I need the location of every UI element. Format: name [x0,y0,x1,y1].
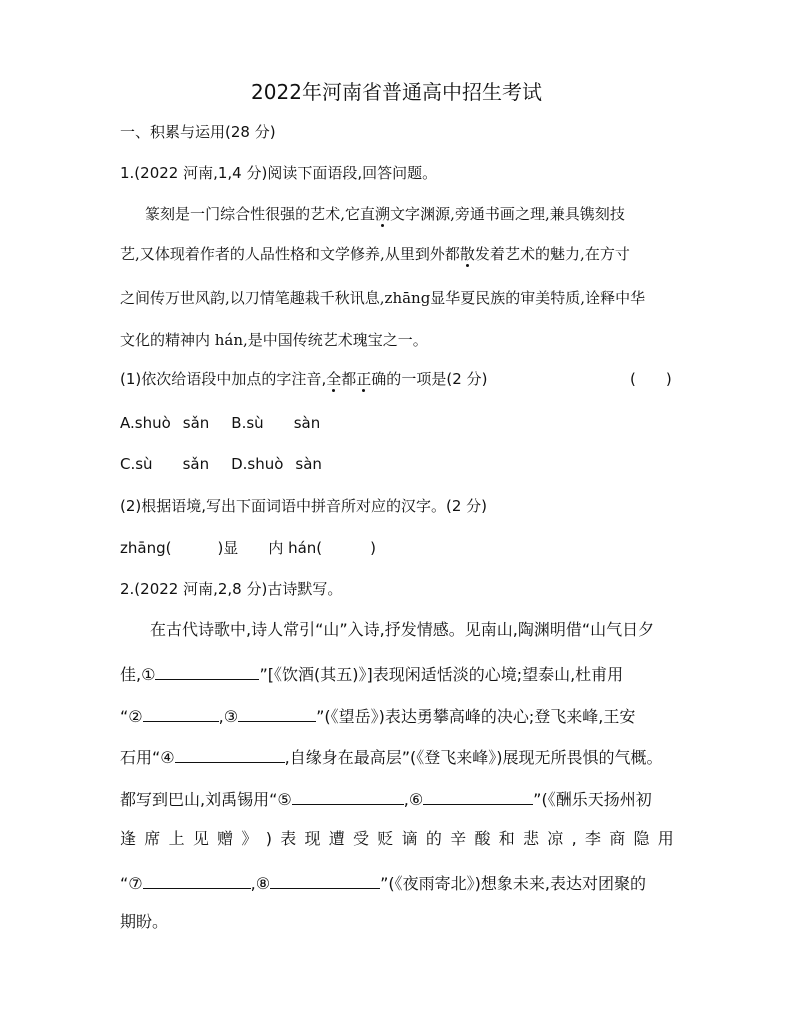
blank-3[interactable] [238,705,316,722]
q2-char: 谪 [401,829,418,848]
q2-line-3 [120,705,635,727]
q2-text: ,自缘身在最高层”(《登飞来峰》)展现无所畏惧的气概。 [284,748,663,767]
q2-text: ”(《酬乐天扬州初 [533,790,652,809]
option-d-label[interactable]: D.shuò [231,455,284,473]
q2-line-7 [120,872,646,894]
option-a-value: sǎn [182,414,210,432]
passage-line-4: 文化的精神内 hán,是中国传统艺术瑰宝之一。 [120,331,428,349]
q2-text: 石用“④ [120,748,175,767]
q2-char: 表 [280,829,297,848]
q1-sub1 [120,369,487,389]
page-title: 2022年河南省普通高中招生考试 [251,80,542,104]
answer-paren[interactable]: ( ) [630,370,672,388]
option-c-label[interactable]: C.sù [120,455,153,473]
option-b-label[interactable]: B.sù [231,414,264,432]
passage-text: 篆刻是一门综合性很强的艺术,它直溯文字渊源,旁通书画之理,兼具镌刻技 [145,205,625,223]
q2-char: 用 [657,829,674,848]
q2-char: 的 [425,829,442,848]
q2-char: 商 [609,829,626,848]
q2-line-1: 在古代诗歌中,诗人常引“山”入诗,抒发情感。见南山,陶渊明借“山气日夕 [150,620,655,639]
han-prompt: 内 hán( [268,539,323,557]
q2-line-6 [120,829,674,849]
q2-text: ,⑧ [250,874,271,893]
han-suffix: ) [370,539,376,557]
q2-stem: 2.(2022 河南,2,8 分)古诗默写。 [120,580,343,598]
blank-1[interactable] [155,663,259,680]
q2-char: 李 [584,829,601,848]
q2-char: ) [265,829,272,848]
q2-line-5 [120,788,652,810]
q2-char: 赠 [217,829,234,848]
q2-char: , [571,829,577,848]
q2-char: 和 [498,829,515,848]
q2-line-4 [120,746,663,768]
option-b-value: sàn [293,414,321,432]
q1-sub1-text: (1)依次给语段中加点的字注音,全都正确的一项是(2 分) [120,370,488,388]
blank-2[interactable] [143,705,219,722]
q1-sub2-items [120,538,376,558]
passage-text: 艺,又体现着作者的人品性格和文学修养,从里到外都散发着艺术的魅力,在方寸 [120,245,630,263]
blank-6[interactable] [423,788,533,805]
q2-char: 席 [144,829,161,848]
q2-text: 佳,① [120,665,156,684]
q2-char: 凉 [547,829,564,848]
q2-text: 都写到巴山,刘禹锡用“⑤ [120,790,292,809]
passage-line-1 [145,203,674,224]
q2-char: 现 [304,829,321,848]
q2-text: “② [120,707,143,726]
q2-text: ”[《饮酒(其五)》]表现闲适恬淡的心境;望泰山,杜甫用 [259,665,624,684]
q2-char: 辛 [450,829,467,848]
q2-text: ,⑥ [403,790,424,809]
option-row-ab [120,413,320,433]
passage-line-3: 之间传万世风韵,以刀情笔趣栽千秋讯息,zhāng显华夏民族的审美特质,诠释中华 [120,289,646,307]
q2-char: 悲 [523,829,540,848]
passage-line-2 [120,243,674,264]
q2-justified-line [120,829,674,849]
q2-char: 隐 [633,829,650,848]
blank-7[interactable] [143,872,251,889]
blank-8[interactable] [270,872,380,889]
zhang-prompt: zhāng( [120,539,172,557]
option-row-cd [120,454,322,474]
q2-char: 受 [353,829,370,848]
q2-char: 逢 [120,829,137,848]
option-d-value: sàn [295,455,322,473]
q2-text: ,③ [218,707,239,726]
q2-char: 贬 [377,829,394,848]
q2-char: 遭 [328,829,345,848]
q2-line-8: 期盼。 [120,912,169,931]
option-a-label[interactable]: A.shuò [120,414,171,432]
q2-text: “⑦ [120,874,143,893]
q2-text: ”(《夜雨寄北》)想象未来,表达对团聚的 [380,874,646,893]
q1-sub2: (2)根据语境,写出下面词语中拼音所对应的汉字。(2 分) [120,497,488,515]
section-heading: 一、积累与运用(28 分) [120,123,276,141]
blank-5[interactable] [292,788,404,805]
option-c-value: sǎn [182,455,210,473]
q2-char: 见 [192,829,209,848]
q2-char: 酸 [474,829,491,848]
q2-text: ”(《望岳》)表达勇攀高峰的决心;登飞来峰,王安 [316,707,636,726]
q1-stem: 1.(2022 河南,1,4 分)阅读下面语段,回答问题。 [120,164,438,182]
blank-4[interactable] [175,746,285,763]
q2-line-2 [120,663,623,685]
q2-char: 上 [168,829,185,848]
zhang-suffix: )显 [217,539,239,557]
q2-char: 》 [241,829,258,848]
